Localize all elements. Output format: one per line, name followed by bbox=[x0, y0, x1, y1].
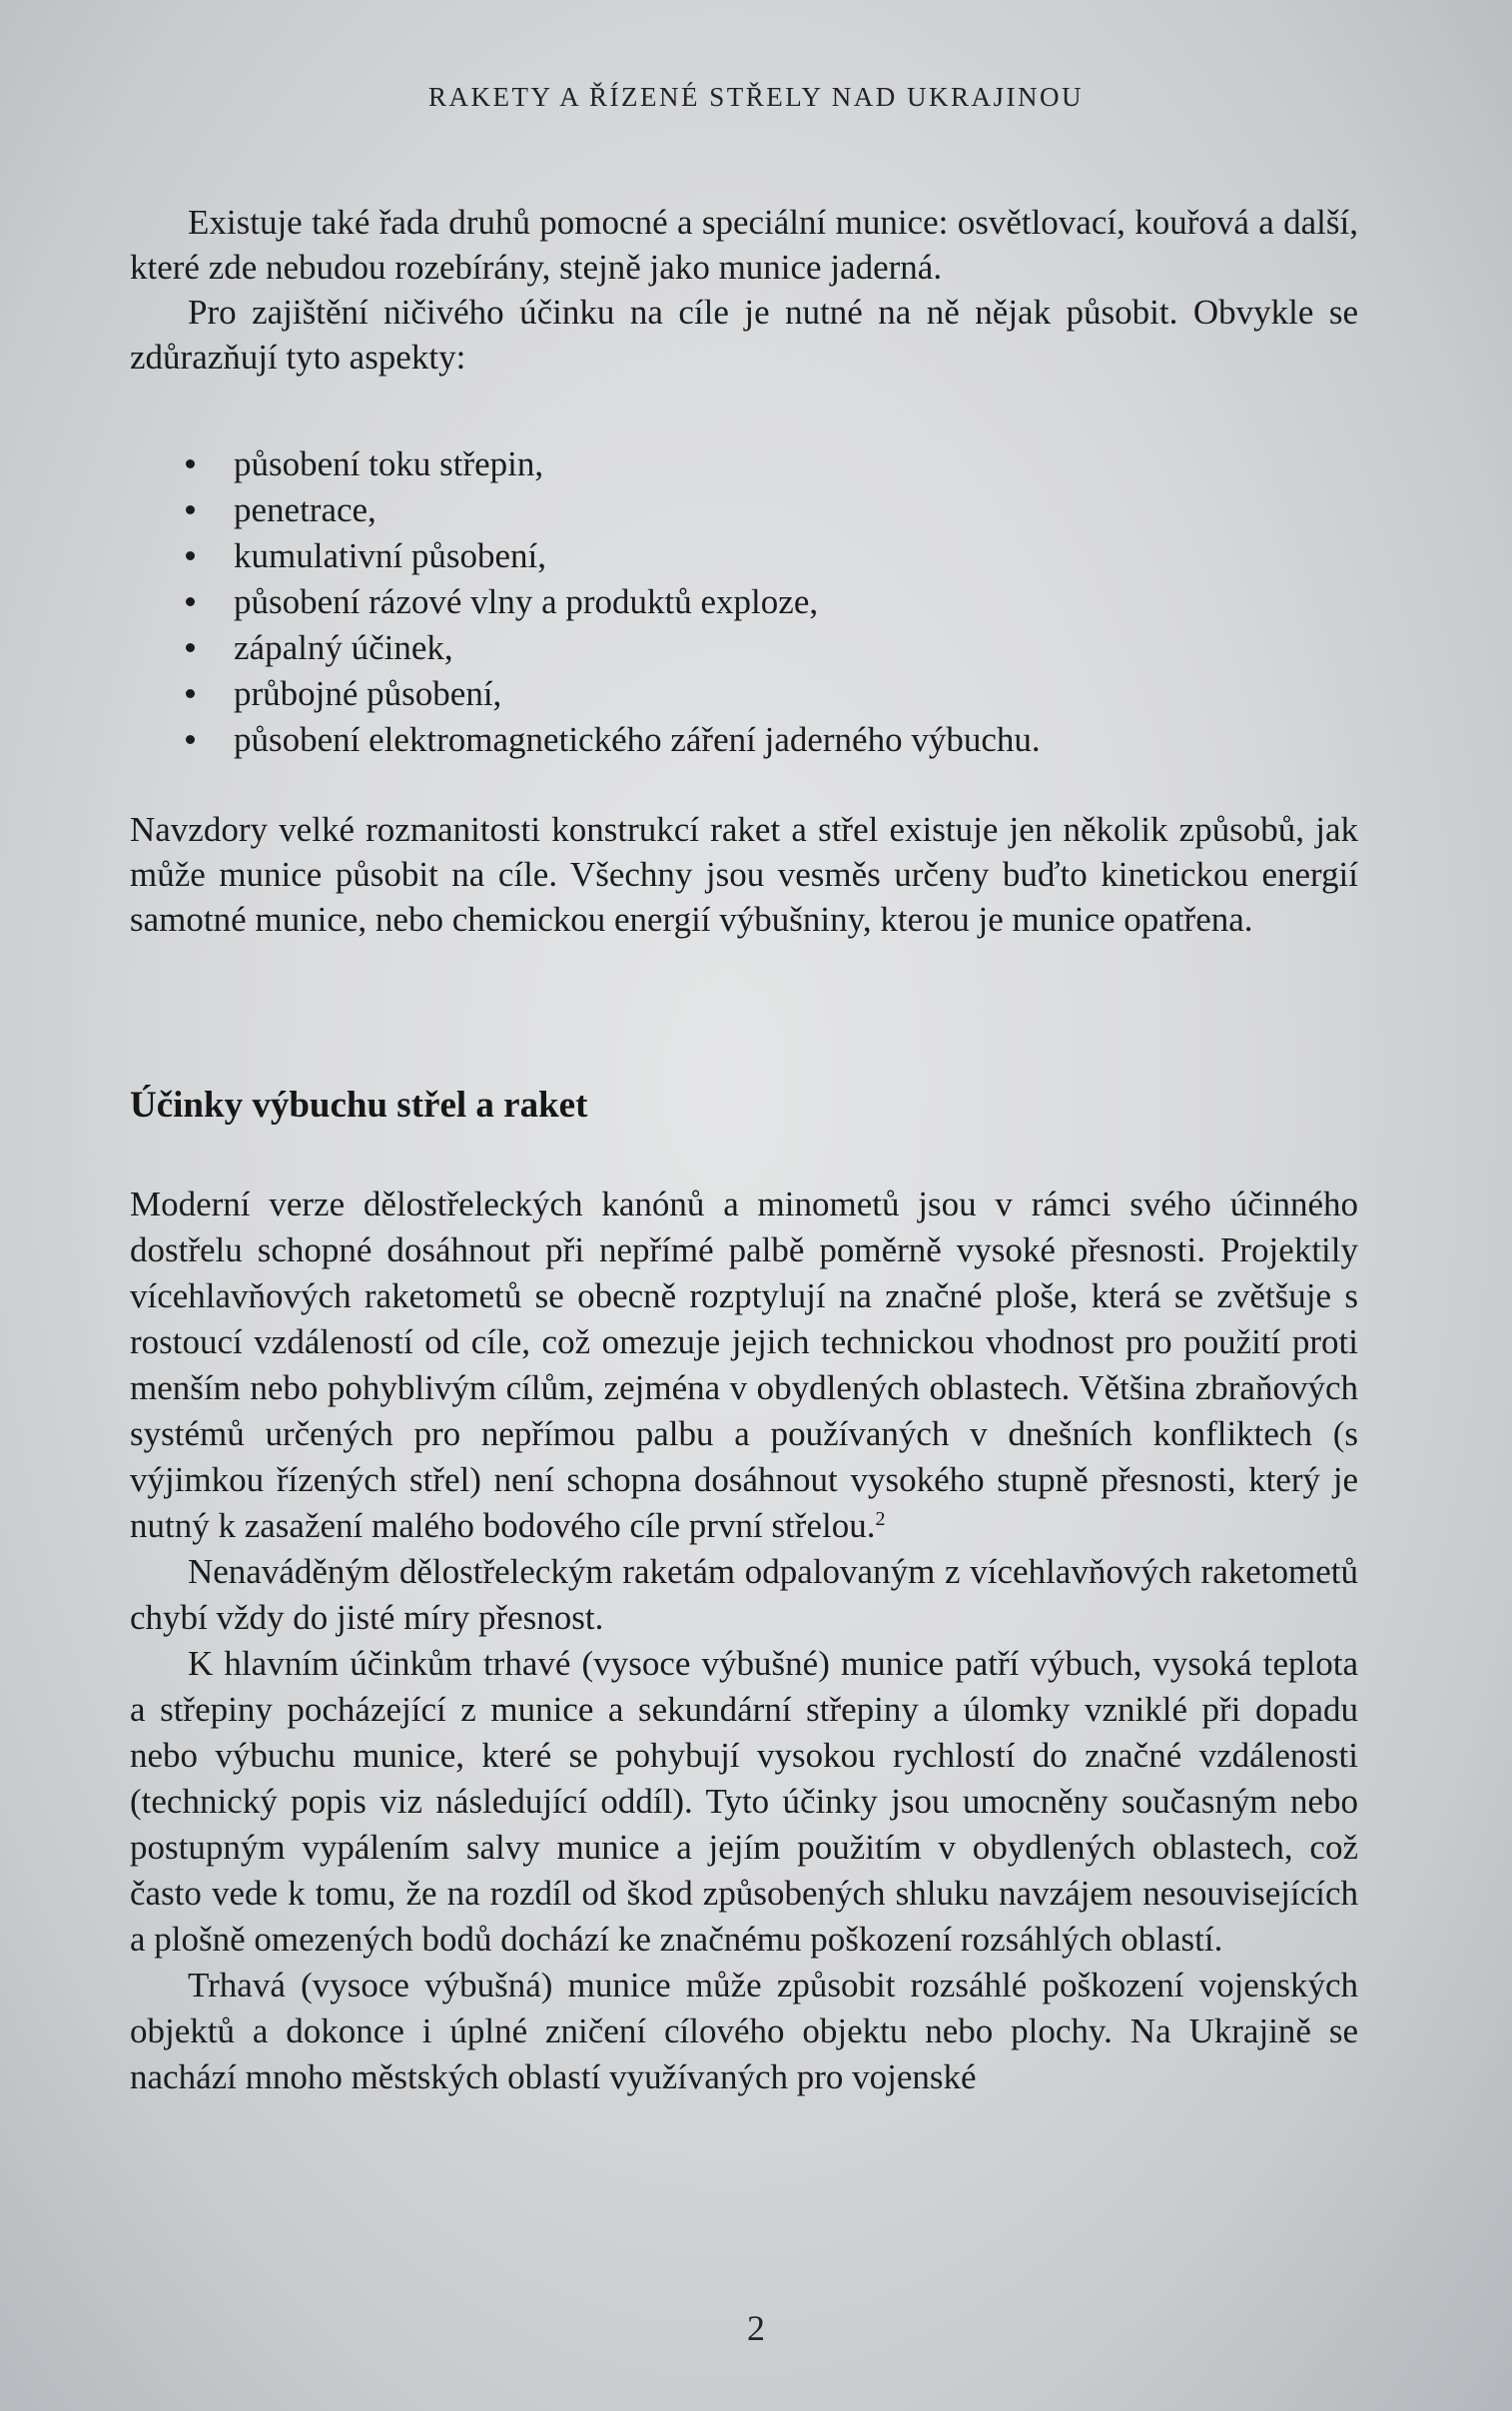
section-paragraph-1: Moderní verze dělostřeleckých kanónů a minometů jsou v rámci svého účinného dostřelu schopné dosáhnout při nepřímé palbě poměrně vysoké přesnosti. Projektily vícehlavňových raketometů se obecně rozptylují na značné ploše, která se zvětšuje s rostoucí vzdáleností od cíle, což omezuje jejich technickou vhodnost pro použití proti menším nebo pohyblivým cílům, zejména v obydlených oblastech. Většina zbraňových systémů určených pro nepřímou palbu a používaných v dnešních konfliktech (s výjimkou řízených střel) není schopna dosáhnout vysokého stupně přesnosti, který je nutný k zasažení malého bodového cíle první střelou.$^2$ bbox=[130, 1185, 1358, 1545]
list-item: penetrace, bbox=[186, 487, 1334, 533]
intro-paragraph-1: Existuje také řada druhů pomocné a speciální munice: osvětlovací, kouřová a další, které zde nebudou rozebírány, stejně jako munice jaderná. bbox=[130, 203, 1358, 287]
bullet-icon bbox=[186, 551, 195, 560]
running-head: RAKETY A ŘÍZENÉ STŘELY NAD UKRAJINOU bbox=[427, 82, 1085, 112]
intro-paragraph-2: Pro zajištění ničivého účinku na cíle je nutné na ně nějak působit. Obvykle se zdůrazňují tyto aspekty: bbox=[130, 293, 1358, 377]
bullet-icon bbox=[186, 735, 195, 744]
bullet-icon bbox=[186, 459, 195, 468]
list-item: kumulativní působení, bbox=[186, 533, 1334, 579]
aspects-list bbox=[186, 441, 1334, 763]
bullet-icon bbox=[186, 505, 195, 514]
list-item: průbojné působení, bbox=[186, 671, 1334, 717]
list-item: působení toku střepin, bbox=[186, 441, 1334, 487]
list-item: působení elektromagnetického záření jaderného výbuchu. bbox=[186, 717, 1334, 763]
section-heading: Účinky výbuchu střel a raket bbox=[130, 1085, 588, 1126]
summary-paragraph: Navzdory velké rozmanitosti konstrukcí raket a střel existuje jen několik způsobů, jak může munice působit na cíle. Všechny jsou vesměs určeny buďto kinetickou energií samotné munice, nebo chemickou energií výbušniny, kterou je munice opatřena. bbox=[130, 810, 1358, 939]
list-item: zápalný účinek, bbox=[186, 625, 1334, 671]
bullet-icon bbox=[186, 597, 195, 606]
bullet-icon bbox=[186, 643, 195, 652]
section-paragraph-2: Nenaváděným dělostřeleckým raketám odpalovaným z vícehlavňových raketometů chybí vždy do jisté míry přesnost. bbox=[130, 1552, 1358, 1637]
section-body bbox=[130, 1182, 1358, 2100]
intro-block bbox=[130, 200, 1358, 380]
footnote-marker: 2 bbox=[875, 1508, 886, 1530]
list-item: působení rázové vlny a produktů exploze, bbox=[186, 579, 1334, 625]
bullet-icon bbox=[186, 689, 195, 698]
section-paragraph-3: K hlavním účinkům trhavé (vysoce výbušné) munice patří výbuch, vysoká teplota a střepiny pocházející z munice a sekundární střepiny a úlomky vzniklé při dopadu nebo výbuchu munice, které se pohybují vysokou rychlostí do značné vzdálenosti (technický popis viz následující oddíl). Tyto účinky jsou umocněny současným nebo postupným vypálením salvy munice a jejím použitím v obydlených oblastech, což často vede k tomu, že na rozdíl od škod způsobených shluku navzájem nesouvisejících a plošně omezených bodů dochází ke značnému poškození rozsáhlých oblastí. bbox=[130, 1644, 1358, 1959]
page-number: 2 bbox=[747, 2308, 765, 2348]
section-paragraph-4: Trhavá (vysoce výbušná) munice může způsobit rozsáhlé poškození vojenských objektů a dokonce i úplné zničení cílového objektu nebo plochy. Na Ukrajině se nachází mnoho městských oblastí využívaných pro vojenské bbox=[130, 1966, 1358, 2096]
summary-block bbox=[130, 807, 1358, 942]
